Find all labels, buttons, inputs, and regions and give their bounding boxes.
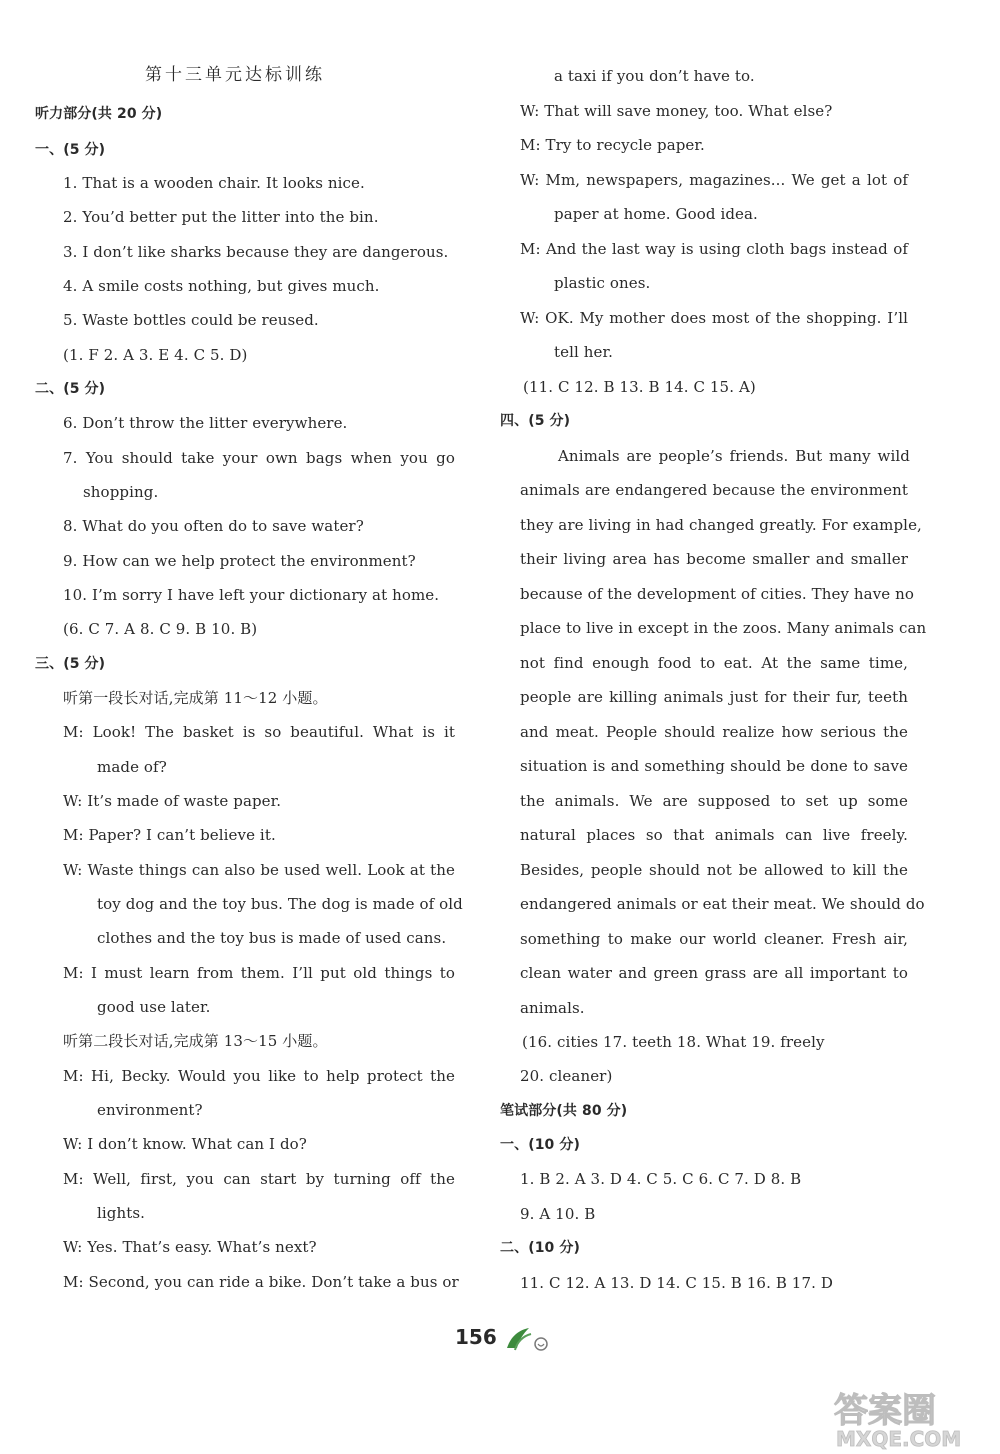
dialogue-line: W: Waste things can also be used well. Look at the [63,861,455,879]
dialogue-line: M: Paper? I can’t believe it. [63,826,276,844]
passage-line: and meat. People should realize how serious the [520,723,908,741]
passage-line: Besides, people should not be allowed to kill the [520,861,908,879]
list-item: 10. I’m sorry I have left your dictionary at home. [63,586,440,604]
dialogue-line: made of? [97,758,167,776]
answer-key: 9. A 10. B [520,1205,596,1223]
dialogue-line: clothes and the toy bus is made of used cans. [97,929,447,947]
dialogue-line: toy dog and the toy bus. The dog is made of old [97,895,463,913]
dialogue-line: paper at home. Good idea. [554,205,758,223]
dialogue-line: environment? [97,1101,203,1119]
dialogue-line: tell her. [554,343,613,361]
answer-key: 20. cleaner) [520,1067,613,1085]
writing-section-2-heading: 二、(10 分) [500,1240,580,1256]
answer-key: 11. C 12. A 13. D 14. C 15. B 16. B 17. D [520,1274,833,1292]
dialogue-intro: 听第一段长对话,完成第 11～12 小题。 [63,689,328,707]
listening-heading: 听力部分(共 20 分) [35,106,163,122]
dialogue-line: M: Second, you can ride a bike. Don’t take a bus or [63,1273,459,1291]
list-item: 4. A smile costs nothing, but gives much. [63,277,380,295]
passage-line: not find enough food to eat. At the same time, [520,654,908,672]
section-3-heading: 三、(5 分) [35,656,106,672]
section-4-heading: 四、(5 分) [500,413,571,429]
answer-key: (11. C 12. B 13. B 14. C 15. A) [523,378,756,396]
dialogue-line: M: I must learn from them. I’ll put old things to [63,964,455,982]
passage-line: because of the development of cities. They have no [520,585,915,603]
dialogue-line: W: OK. My mother does most of the shopping. I’ll [520,309,908,327]
passage-line: their living area has become smaller and smaller [520,550,908,568]
passage-line: clean water and green grass are all important to [520,964,908,982]
passage-line: natural places so that animals can live freely. [520,826,908,844]
dialogue-line: W: It’s made of waste paper. [63,792,282,810]
svg-text:MXQE.COM: MXQE.COM [836,1427,962,1450]
dialogue-line: plastic ones. [554,274,651,292]
leaf-logo-icon [503,1322,551,1354]
dialogue-line: good use later. [97,998,211,1016]
dialogue-intro: 听第二段长对话,完成第 13～15 小题。 [63,1032,328,1050]
dialogue-line: a taxi if you don’t have to. [554,67,755,85]
list-item: 3. I don’t like sharks because they are dangerous. [63,243,449,261]
passage-line: situation is and something should be done to save [520,757,908,775]
writing-section-1-heading: 一、(10 分) [500,1137,580,1153]
answer-key: (16. cities 17. teeth 18. What 19. freely [522,1033,825,1051]
list-item: 6. Don’t throw the litter everywhere. [63,414,348,432]
page-number: 156 [455,1325,497,1349]
passage-line: people are killing animals just for their fur, teeth [520,688,908,706]
passage-line: they are living in had changed greatly. For example, [520,516,922,534]
watermark-logo [830,1388,995,1450]
list-item: 9. How can we help protect the environment? [63,552,416,570]
passage-line: something to make our world cleaner. Fresh air, [520,930,908,948]
answer-key: (1. F 2. A 3. E 4. C 5. D) [63,346,248,364]
dialogue-line: W: Mm, newspapers, magazines... We get a lot of [520,171,908,189]
section-1-heading: 一、(5 分) [35,142,106,158]
unit-title: 第十三单元达标训练 [145,65,325,85]
dialogue-line: W: Yes. That’s easy. What’s next? [63,1238,317,1256]
list-item-continued: shopping. [83,483,159,501]
list-item: 7. You should take your own bags when you go [63,449,455,467]
answer-key: 1. B 2. A 3. D 4. C 5. C 6. C 7. D 8. B [520,1170,802,1188]
dialogue-line: lights. [97,1204,146,1222]
passage-line: animals are endangered because the environment [520,481,908,499]
passage-line: place to live in except in the zoos. Many animals can [520,619,927,637]
dialogue-line: M: Well, first, you can start by turning off the [63,1170,455,1188]
passage-line: endangered animals or eat their meat. We should do [520,895,925,913]
svg-text:答案圈: 答案圈 [834,1391,936,1431]
dialogue-line: W: I don’t know. What can I do? [63,1135,307,1153]
dialogue-line: M: Hi, Becky. Would you like to help protect the [63,1067,455,1085]
dialogue-line: M: And the last way is using cloth bags instead of [520,240,908,258]
passage-line: animals. [520,999,585,1017]
passage-line: the animals. We are supposed to set up some [520,792,908,810]
writing-heading: 笔试部分(共 80 分) [500,1103,628,1119]
dialogue-line: W: That will save money, too. What else? [520,102,833,120]
answer-key: (6. C 7. A 8. C 9. B 10. B) [63,620,258,638]
dialogue-line: M: Look! The basket is so beautiful. What is it [63,723,455,741]
passage-line: Animals are people’s friends. But many wild [558,447,910,465]
list-item: 2. You’d better put the litter into the bin. [63,208,379,226]
list-item: 5. Waste bottles could be reused. [63,311,319,329]
section-2-heading: 二、(5 分) [35,381,106,397]
list-item: 8. What do you often do to save water? [63,517,364,535]
list-item: 1. That is a wooden chair. It looks nice. [63,174,365,192]
dialogue-line: M: Try to recycle paper. [520,136,705,154]
